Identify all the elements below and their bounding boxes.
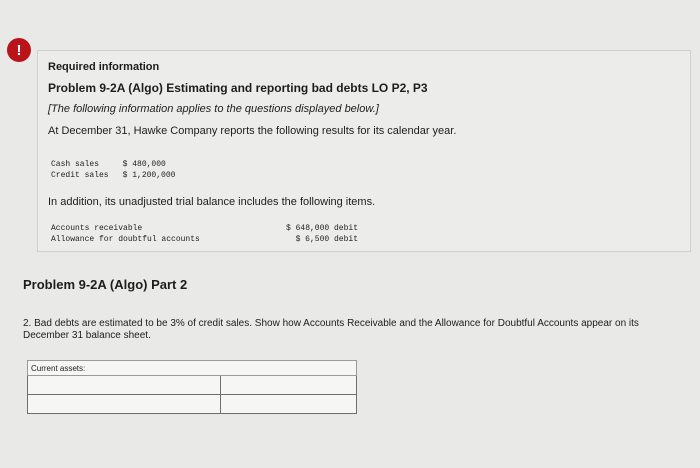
account-name-input[interactable] [28,395,220,413]
trial-item-label: Allowance for doubtful accounts [51,235,200,244]
sales-label: Credit sales [51,171,109,180]
trial-balance-intro: In addition, its unadjusted trial balance includes the following items. [48,196,376,208]
trial-item-value: $ 648,000 debit [285,224,358,233]
table-row [51,234,358,245]
sales-label: Cash sales [51,160,100,169]
spacer [356,395,357,414]
current-assets-header: Current assets: [28,361,357,376]
amount-cell[interactable] [220,376,356,395]
table-row [28,376,357,395]
question-text: 2. Bad debts are estimated to be 3% of credit sales. Show how Accounts Receivable and the Allowance for Doubtful Accounts appear on its December 31 balance sheet. [23,318,639,341]
table-row [51,159,189,170]
instruction-note: [The following information applies to the questions displayed below.] [48,103,379,115]
sales-value: $ 480,000 [122,160,166,169]
amount-input[interactable] [221,395,356,413]
balance-sheet-table [27,360,357,414]
account-name-input[interactable] [28,376,220,394]
amount-cell[interactable] [220,395,356,414]
spacer [356,376,357,395]
sales-value: $ 1,200,000 [122,171,176,180]
table-row [28,395,357,414]
account-name-cell[interactable] [28,376,221,395]
required-information-panel [37,50,691,252]
required-information-label: Required information [48,61,160,73]
trial-item-value: $ 6,500 debit [295,235,358,244]
account-name-cell[interactable] [28,395,221,414]
amount-input[interactable] [221,376,356,394]
table-row [28,361,357,376]
exclamation-icon: ! [7,38,31,62]
table-row [51,170,189,181]
trial-balance-table [51,223,358,245]
intro-text: At December 31, Hawke Company reports the following results for its calendar year. [48,125,457,137]
problem-title: Problem 9-2A (Algo) Estimating and reporting bad debts LO P2, P3 [48,81,428,95]
table-row [51,223,358,234]
sales-table [51,159,189,181]
part-title: Problem 9-2A (Algo) Part 2 [23,277,188,292]
trial-item-label: Accounts receivable [51,224,143,233]
